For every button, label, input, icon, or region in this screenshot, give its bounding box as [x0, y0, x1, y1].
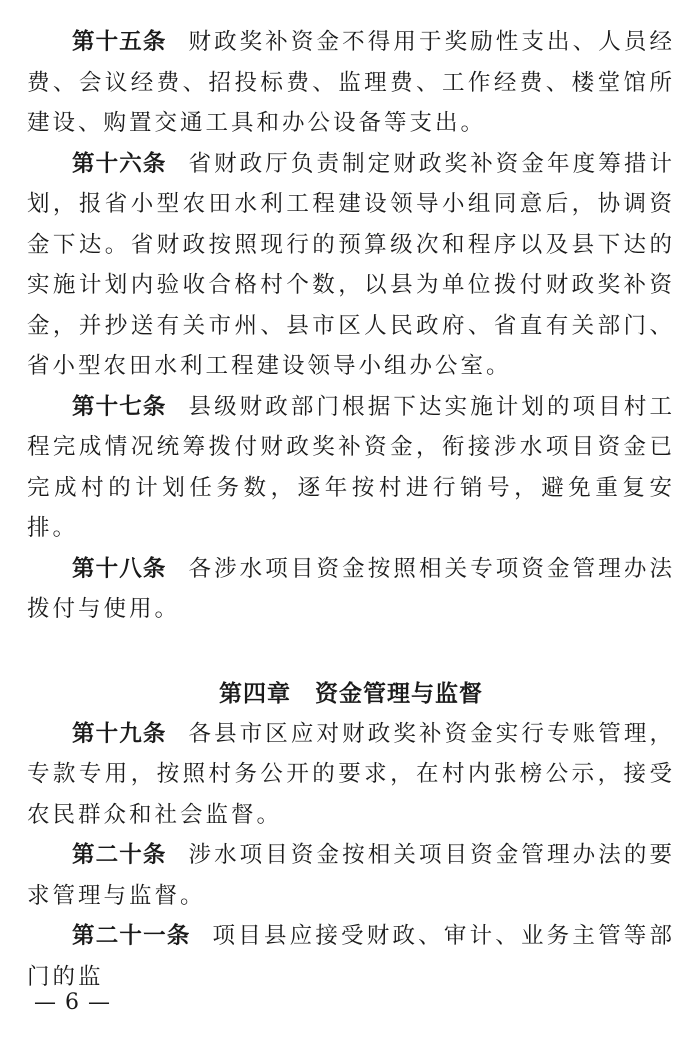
article-19 — [27, 714, 675, 836]
article-16 — [27, 144, 675, 387]
article-text: 各涉水项目资金按照相关专项资金管理办法拨付与使用。 — [27, 555, 675, 622]
article-20 — [27, 835, 675, 916]
article-text: 项目县应接受财政、审计、业务主管等部门的监 — [27, 923, 675, 990]
article-number: 第二十条 — [72, 842, 167, 868]
article-15 — [27, 22, 675, 144]
article-text: 涉水项目资金按相关项目资金管理办法的要求管理与监督。 — [27, 842, 675, 909]
document-page — [27, 22, 675, 997]
chapter-title: 资金管理与监督 — [315, 680, 483, 707]
chapter-number: 第四章 — [219, 680, 291, 707]
article-number: 第十五条 — [72, 29, 167, 55]
article-text: 各县市区应对财政奖补资金实行专账管理，专款专用，按照村务公开的要求，在村内张榜公示，接受农民群众和社会监督。 — [27, 720, 675, 828]
article-17 — [27, 387, 675, 549]
article-text: 省财政厅负责制定财政奖补资金年度筹措计划，报省小型农田水利工程建设领导小组同意后，协调资金下达。省财政按照现行的预算级次和程序以及县下达的实施计划内验收合格村个数，以县为单位拨付财政奖补资金，并抄送有关市州、县市区人民政府、省直有关部门、省小型农田水利工程建设领导小组办公室。 — [27, 150, 675, 379]
article-18 — [27, 549, 675, 630]
article-number: 第十八条 — [72, 555, 167, 582]
chapter-heading — [27, 674, 675, 714]
article-text: 县级财政部门根据下达实施计划的项目村工程完成情况统筹拨付财政奖补资金，衔接涉水项目资金已完成村的计划任务数，逐年按村进行销号，避免重复安排。 — [27, 393, 675, 541]
page-number: — 6 — — [34, 990, 111, 1015]
article-number: 第二十一条 — [72, 923, 191, 949]
article-number: 第十七条 — [72, 393, 167, 420]
article-number: 第十六条 — [72, 150, 167, 177]
article-text: 财政奖补资金不得用于奖励性支出、人员经费、会议经费、招投标费、监理费、工作经费、楼堂馆所建设、购置交通工具和办公设备等支出。 — [27, 29, 675, 136]
article-21 — [27, 916, 675, 997]
article-number: 第十九条 — [72, 720, 167, 747]
